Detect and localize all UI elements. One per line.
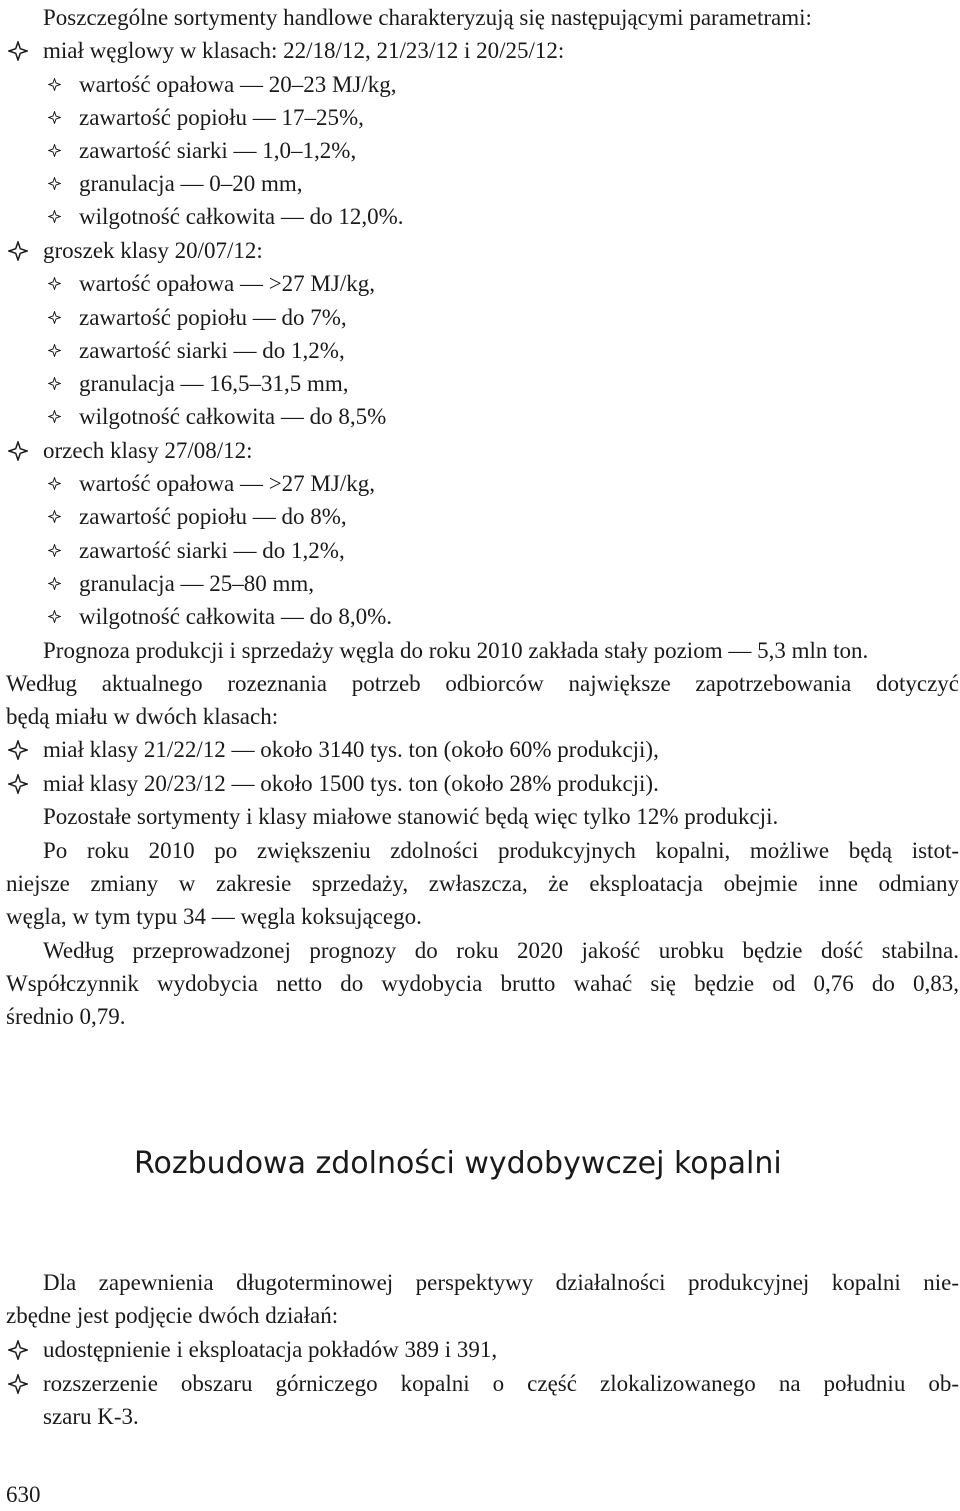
product-title: miał węglowy w klasach: 22/18/12, 21/23/12 i 20/25/12:	[43, 38, 565, 63]
demand-item-text: miał klasy 20/23/12 — około 1500 tys. ton (około 28% produkcji).	[43, 771, 659, 796]
forecast-paragraph	[0, 634, 960, 667]
after2010-paragraph	[0, 834, 960, 867]
four-point-star-icon	[4, 34, 32, 67]
small-star-icon	[43, 500, 65, 533]
small-star-icon	[43, 367, 65, 400]
small-star-icon	[43, 400, 65, 433]
param-item	[0, 534, 960, 567]
demand-paragraph	[0, 700, 960, 733]
param-item	[0, 367, 960, 400]
four-point-star-icon	[4, 733, 32, 766]
action-text: udostępnienie i eksploatacja pokładów 389 i 391,	[43, 1337, 498, 1362]
small-star-icon	[43, 200, 65, 233]
demand-item-text: miał klasy 21/22/12 — około 3140 tys. ton (około 60% produkcji),	[43, 737, 659, 762]
small-star-icon	[43, 267, 65, 300]
param-item	[0, 68, 960, 101]
param-item	[0, 600, 960, 633]
param-text: zawartość siarki — do 1,2%,	[79, 538, 345, 563]
small-star-icon	[43, 600, 65, 633]
product-item	[0, 234, 960, 267]
param-item	[0, 101, 960, 134]
small-star-icon	[43, 467, 65, 500]
small-star-icon	[43, 334, 65, 367]
after2010-paragraph	[0, 867, 960, 900]
after2010-line: niejsze zmiany w zakresie sprzedaży, zwłaszcza, że eksploatacja obejmie inne odmiany	[6, 871, 959, 896]
param-item	[0, 267, 960, 300]
demand-line: Według aktualnego rozeznania potrzeb odbiorców największe zapotrzebowania dotyczyć	[6, 671, 959, 696]
product-item	[0, 34, 960, 67]
param-item	[0, 467, 960, 500]
small-star-icon	[43, 301, 65, 334]
param-text: zawartość siarki — do 1,2%,	[79, 338, 345, 363]
param-text: wilgotność całkowita — do 12,0%.	[79, 204, 404, 229]
action-item-continuation	[0, 1400, 960, 1433]
action-text: rozszerzenie obszaru górniczego kopalni o część zlokalizowanego na południu ob-	[43, 1371, 959, 1396]
section-intro-line: Dla zapewnienia długoterminowej perspektywy działalności produkcyjnej kopalni nie-	[43, 1270, 959, 1295]
section-intro-paragraph	[0, 1299, 960, 1332]
param-item	[0, 167, 960, 200]
demand-line: będą miału w dwóch klasach:	[6, 704, 279, 729]
param-item	[0, 500, 960, 533]
param-item	[0, 400, 960, 433]
demand-paragraph	[0, 667, 960, 700]
action-item	[0, 1333, 960, 1366]
product-title: groszek klasy 20/07/12:	[43, 238, 263, 263]
param-text: granulacja — 0–20 mm,	[79, 171, 303, 196]
param-text: granulacja — 16,5–31,5 mm,	[79, 371, 349, 396]
action-item	[0, 1367, 960, 1400]
param-text: zawartość siarki — 1,0–1,2%,	[79, 138, 357, 163]
forecast-text: Prognoza produkcji i sprzedaży węgla do roku 2010 zakłada stały poziom — 5,3 mln ton.	[43, 638, 869, 663]
param-text: wilgotność całkowita — do 8,0%.	[79, 604, 393, 629]
forecast2020-paragraph	[0, 967, 960, 1000]
param-item	[0, 334, 960, 367]
page-number: 630	[6, 1482, 41, 1507]
param-item	[0, 567, 960, 600]
small-star-icon	[43, 68, 65, 101]
param-text: wartość opałowa — 20–23 MJ/kg,	[79, 72, 397, 97]
param-text: granulacja — 25–80 mm,	[79, 571, 315, 596]
param-text: zawartość popiołu — do 7%,	[79, 305, 347, 330]
param-text: wartość opałowa — >27 MJ/kg,	[79, 471, 375, 496]
forecast2020-line: średnio 0,79.	[6, 1004, 126, 1029]
remaining-paragraph	[0, 800, 960, 833]
four-point-star-icon	[4, 434, 32, 467]
param-item	[0, 301, 960, 334]
four-point-star-icon	[4, 234, 32, 267]
section-heading: Rozbudowa zdolności wydobywczej kopalni	[134, 1146, 782, 1181]
four-point-star-icon	[4, 1333, 32, 1366]
intro-text: Poszczególne sortymenty handlowe charakteryzują się następującymi parametrami:	[43, 5, 812, 30]
demand-item	[0, 733, 960, 766]
small-star-icon	[43, 167, 65, 200]
section-intro-line: zbędne jest podjęcie dwóch działań:	[6, 1303, 339, 1328]
remaining-text: Pozostałe sortymenty i klasy miałowe stanowić będą więc tylko 12% produkcji.	[43, 804, 779, 829]
demand-item	[0, 767, 960, 800]
action-text: szaru K-3.	[43, 1404, 139, 1429]
param-text: zawartość popiołu — do 8%,	[79, 504, 347, 529]
product-title: orzech klasy 27/08/12:	[43, 438, 253, 463]
forecast2020-line: Według przeprowadzonej prognozy do roku 2020 jakość urobku będzie dość stabilna.	[43, 938, 959, 963]
param-text: zawartość popiołu — 17–25%,	[79, 105, 364, 130]
forecast2020-paragraph	[0, 1000, 960, 1033]
intro-paragraph	[0, 1, 960, 34]
four-point-star-icon	[4, 767, 32, 800]
after2010-line: węgla, w tym typu 34 — węgla koksującego.	[6, 904, 422, 929]
param-item	[0, 200, 960, 233]
small-star-icon	[43, 567, 65, 600]
after2010-line: Po roku 2010 po zwiększeniu zdolności produkcyjnych kopalni, możliwe będą istot-	[43, 838, 959, 863]
after2010-paragraph	[0, 900, 960, 933]
product-item	[0, 434, 960, 467]
section-intro-paragraph	[0, 1266, 960, 1299]
forecast2020-line: Współczynnik wydobycia netto do wydobycia brutto wahać się będzie od 0,76 do 0,83,	[6, 971, 959, 996]
small-star-icon	[43, 101, 65, 134]
forecast2020-paragraph	[0, 934, 960, 967]
param-item	[0, 134, 960, 167]
small-star-icon	[43, 134, 65, 167]
small-star-icon	[43, 534, 65, 567]
param-text: wartość opałowa — >27 MJ/kg,	[79, 271, 375, 296]
four-point-star-icon	[4, 1367, 32, 1400]
param-text: wilgotność całkowita — do 8,5%	[79, 404, 387, 429]
